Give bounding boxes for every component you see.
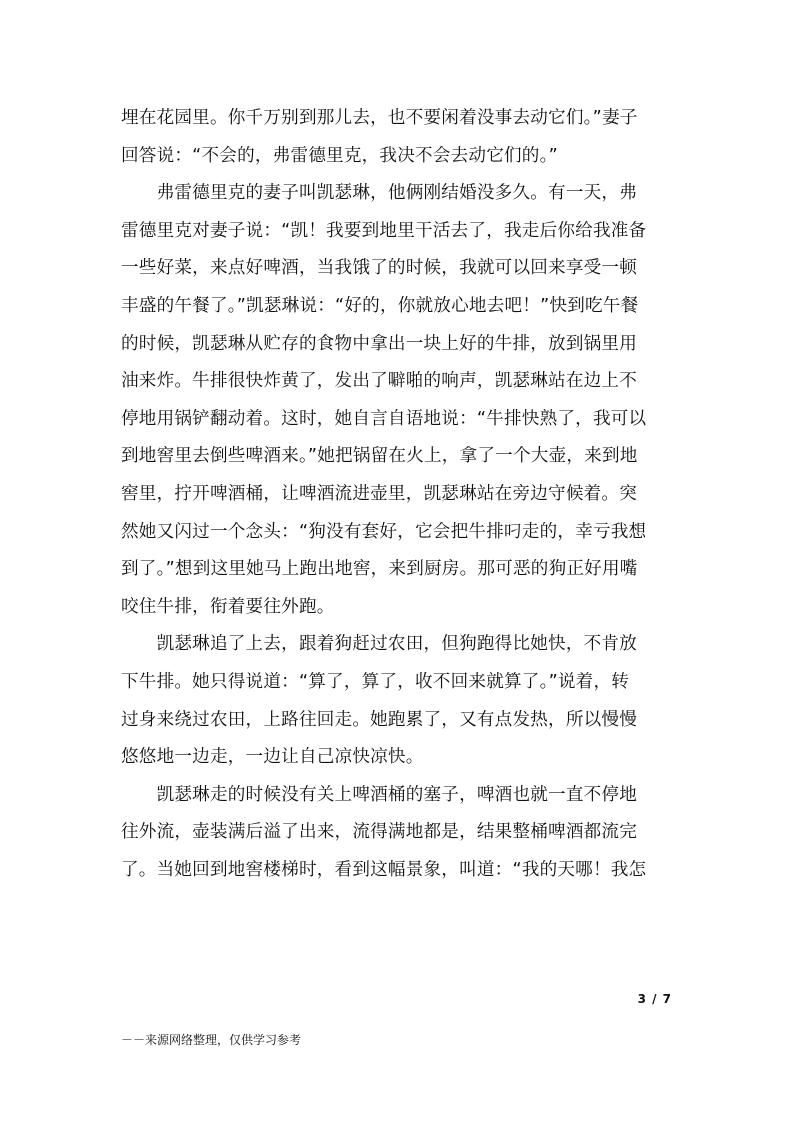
text-line: 丰盛的午餐了。”凯瑟琳说：“好的，你就放心地去吧！”快到吃午餐	[121, 295, 639, 316]
text-line: 到地窖里去倒些啤酒来。”她把锅留在火上，拿了一个大壶，来到地	[121, 446, 638, 467]
text-line: 雷德里克对妻子说：“凯！我要到地里干活去了，我走后你给我准备	[121, 220, 647, 241]
page-number: 3 / 7	[637, 992, 672, 1006]
footer-note: －－来源网络整理，仅供学习参考	[121, 1033, 302, 1047]
text-line: 停地用锅铲翻动着。这时，她自言自语地说：“牛排快熟了，我可以	[121, 408, 647, 429]
text-line: 油来炸。牛排很快炸黄了，发出了噼啪的响声，凯瑟琳站在边上不	[121, 371, 638, 392]
text-line: 回答说：“不会的，弗雷德里克，我决不会去动它们的。”	[121, 145, 558, 166]
text-line: 的时候，凯瑟琳从贮存的食物中拿出一块上好的牛排，放到锅里用	[121, 333, 638, 354]
text-line: 凯瑟琳追了上去，跟着狗赶过农田，但狗跑得比她快，不肯放	[121, 634, 638, 655]
text-line: 弗雷德里克的妻子叫凯瑟琳，他俩刚结婚没多久。有一天，弗	[121, 183, 638, 204]
text-line: 咬住牛排，衔着要往外跑。	[121, 596, 335, 617]
text-line: 窖里，拧开啤酒桶，让啤酒流进壶里，凯瑟琳站在旁边守候着。突	[121, 483, 638, 504]
text-line: 过身来绕过农田，上路往回走。她跑累了，又有点发热，所以慢慢	[121, 709, 638, 730]
text-line: 悠悠地一边走，一边让自己凉快凉快。	[121, 747, 424, 768]
document-body	[121, 100, 666, 889]
text-line: 往外流，壶装满后溢了出来，流得满地都是，结果整桶啤酒都流完	[121, 822, 638, 843]
text-line: 埋在花园里。你千万别到那儿去，也不要闲着没事去动它们。”妻子	[121, 108, 638, 128]
text-line: 一些好菜，来点好啤酒，当我饿了的时候，我就可以回来享受一顿	[121, 258, 638, 279]
text-line: 然她又闪过一个念头：“狗没有套好，它会把牛排叼走的，幸亏我想	[121, 521, 647, 542]
text-line: 了。当她回到地窖楼梯时，看到这幅景象，叫道：“我的天哪！我怎	[121, 859, 647, 880]
text-line: 到了。”想到这里她马上跑出地窖，来到厨房。那可恶的狗正好用嘴	[121, 559, 638, 580]
text-line: 下牛排。她只得说道：“算了，算了，收不回来就算了。”说着，转	[121, 671, 630, 692]
text-line: 凯瑟琳走的时候没有关上啤酒桶的塞子，啤酒也就一直不停地	[121, 784, 638, 805]
